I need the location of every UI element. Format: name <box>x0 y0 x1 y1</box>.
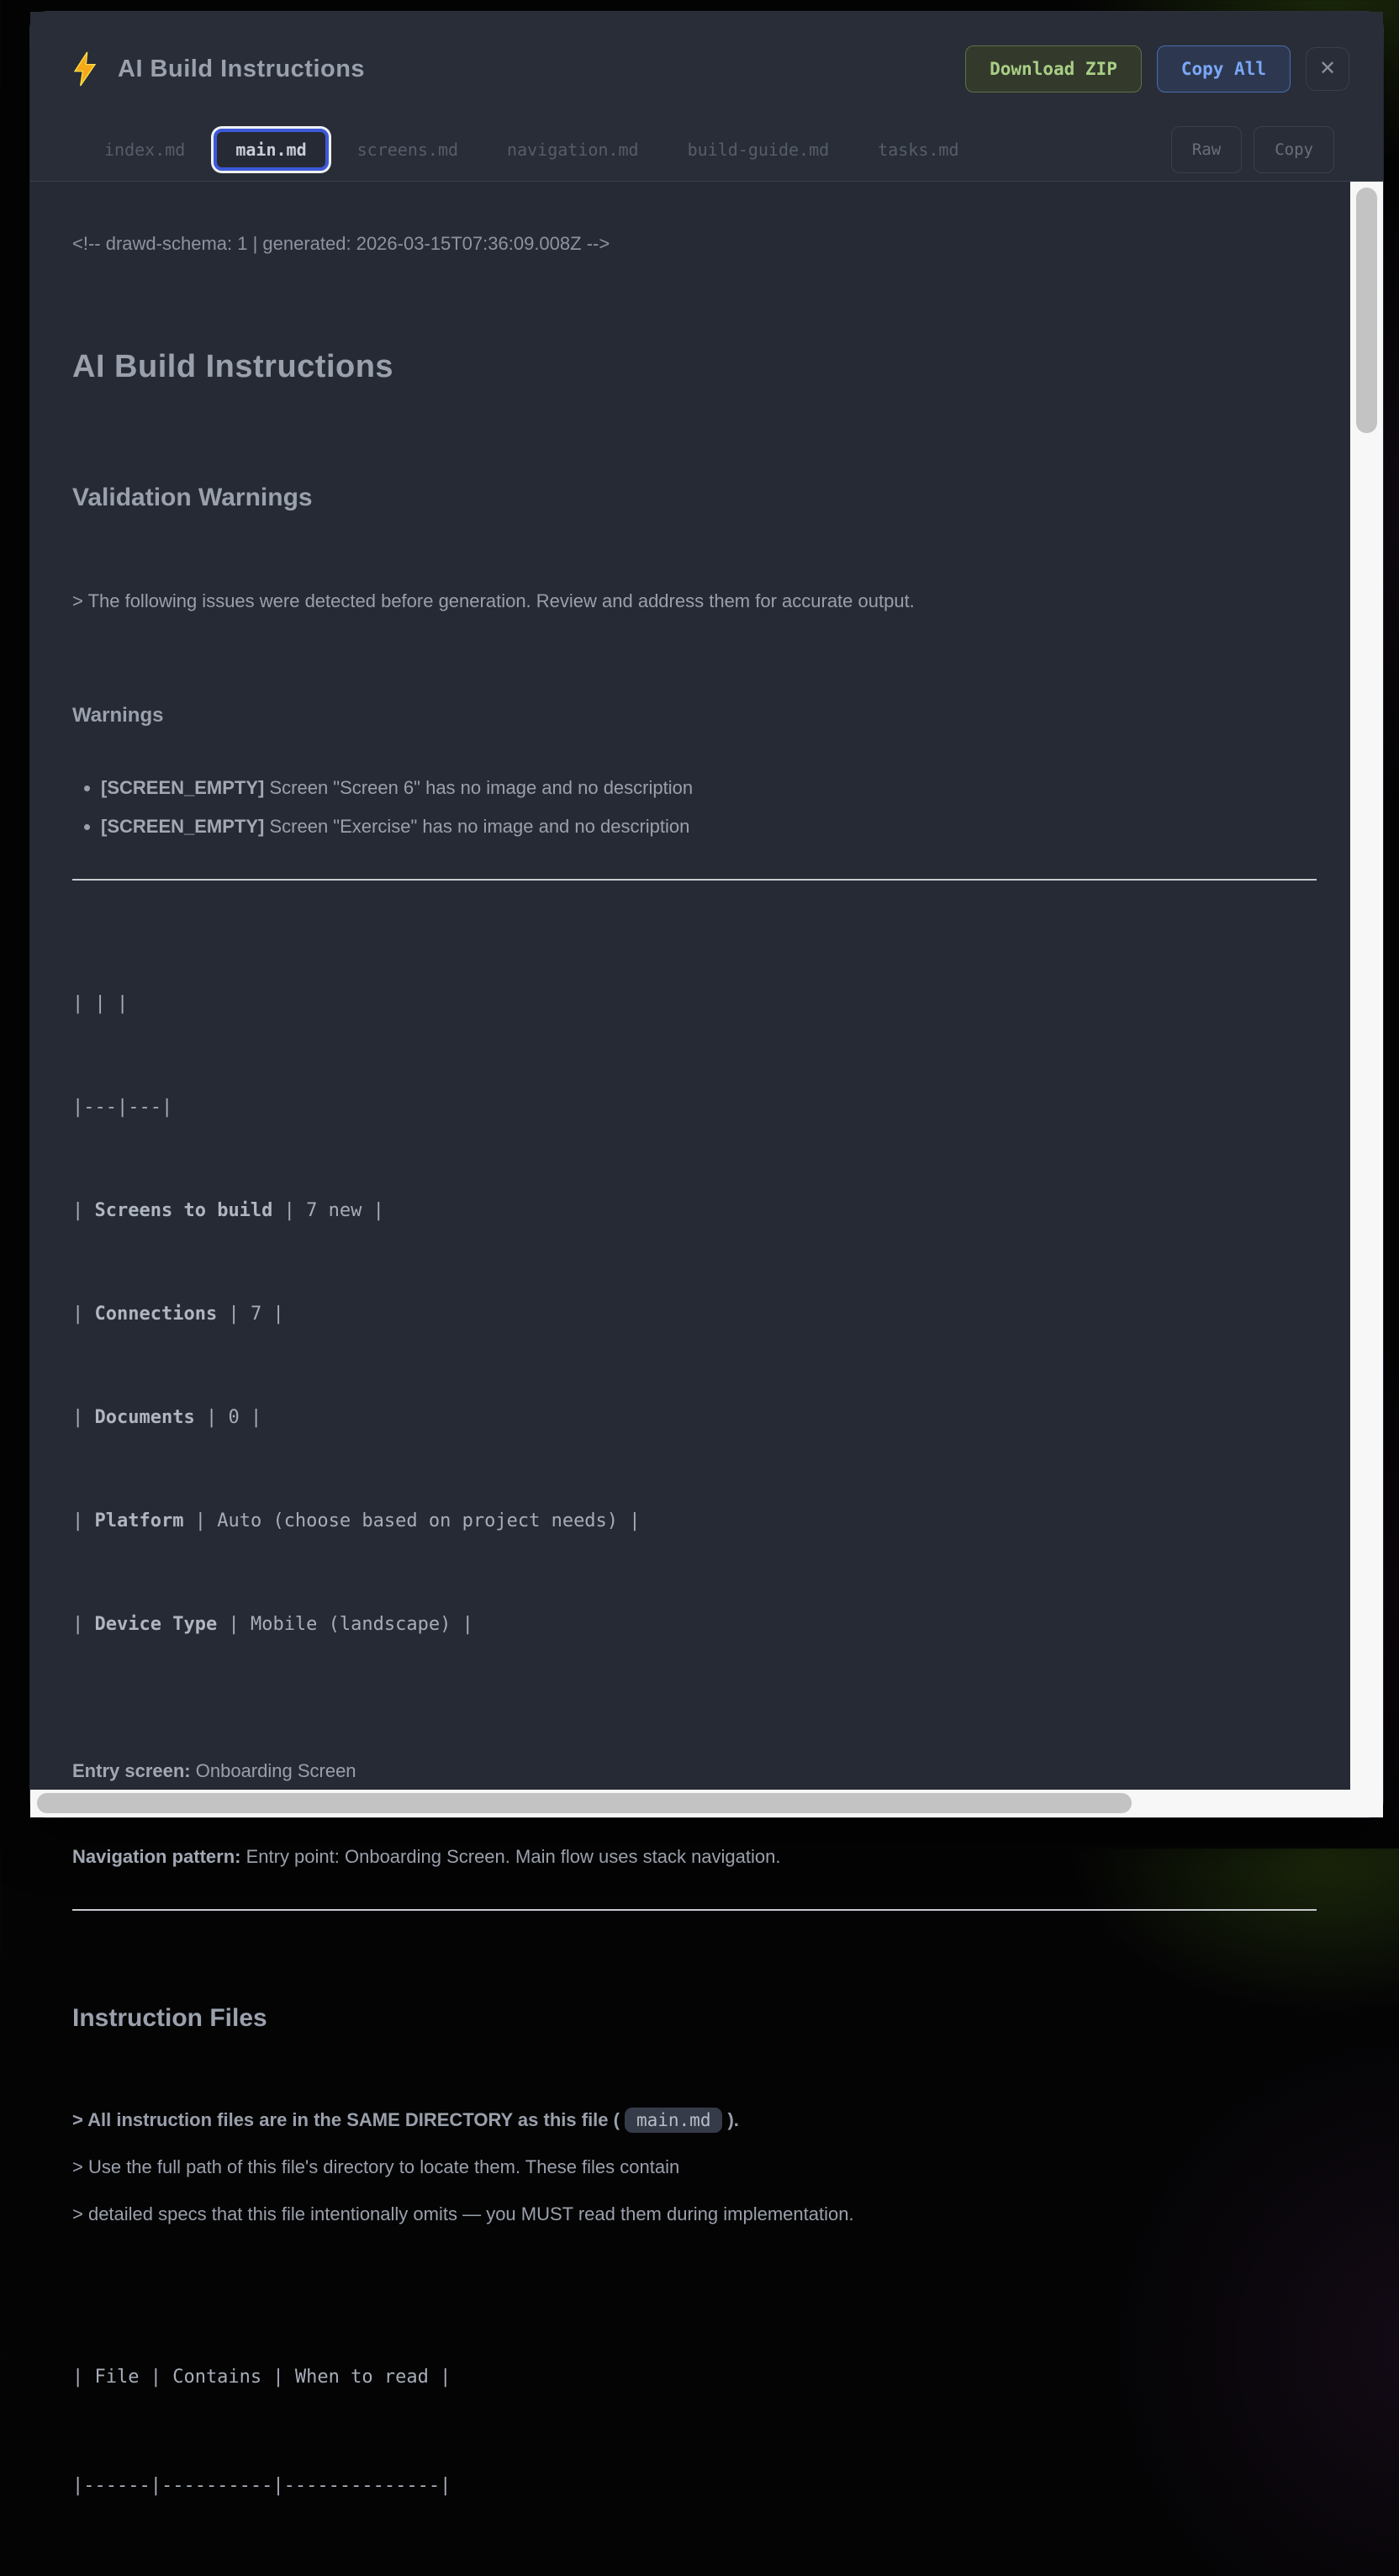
row-value: 7 <box>250 1303 262 1325</box>
list-item <box>101 775 1317 801</box>
copy-all-button[interactable]: Copy All <box>1157 45 1291 93</box>
tab-screens-md[interactable]: screens.md <box>337 129 478 171</box>
table-row: |------|----------|--------------| <box>72 2474 451 2496</box>
instruction-files-quote-3: > detailed specs that this file intentionally omits — you MUST read them during implementation. <box>72 2203 854 2225</box>
instruction-files-quote-2: > Use the full path of this file's directory to locate them. These files contain <box>72 2156 680 2178</box>
validation-warnings-heading: Validation Warnings <box>72 483 313 511</box>
vertical-scrollbar-track[interactable] <box>1350 182 1383 1790</box>
instruction-files-quote-1: > All instruction files are in the SAME DIRECTORY as this file ( main.md ). <box>72 2107 1317 2134</box>
schema-comment: <!-- drawd-schema: 1 | generated: 2026-03-15T07:36:09.008Z --> <box>72 233 610 254</box>
lightning-bolt-icon <box>71 52 99 86</box>
copy-button[interactable]: Copy <box>1254 126 1334 173</box>
tab-tasks-md[interactable]: tasks.md <box>858 129 979 171</box>
modal-title: AI Build Instructions <box>118 55 366 82</box>
row-value: 0 <box>228 1406 240 1428</box>
navigation-pattern-value: Entry point: Onboarding Screen. Main flow uses stack navigation. <box>245 1845 781 1867</box>
table-row: | Connections | 7 | <box>72 1303 284 1325</box>
warning-text: Screen "Screen 6" has no image and no description <box>269 777 694 799</box>
validation-blockquote: > The following issues were detected before generation. Review and address them for accurate output. <box>72 590 915 612</box>
table-row: | | | <box>72 992 129 1014</box>
tab-navigation-md[interactable]: navigation.md <box>487 129 659 171</box>
download-zip-button[interactable]: Download ZIP <box>965 45 1142 93</box>
warnings-list <box>72 775 1317 840</box>
entry-screen-line <box>72 1758 1317 1785</box>
navigation-pattern-label: Navigation pattern: <box>72 1845 241 1867</box>
row-label: Documents <box>94 1406 195 1428</box>
row-value: Auto (choose based on project needs) <box>217 1510 619 1531</box>
doc-title: AI Build Instructions <box>72 348 394 384</box>
entry-screen-value: Onboarding Screen <box>195 1759 356 1781</box>
inline-code-main-md: main.md <box>625 2108 723 2133</box>
table-row: |---|---| <box>72 1096 173 1118</box>
warnings-heading: Warnings <box>72 704 164 727</box>
file-tab-bar <box>30 118 1383 182</box>
files-table <box>72 2287 1317 2576</box>
tab-actions <box>1171 126 1334 173</box>
tab-index-md[interactable]: index.md <box>84 129 205 171</box>
table-row: | Screens to build | 7 new | <box>72 1199 384 1221</box>
row-value: Mobile (landscape) <box>250 1613 451 1635</box>
row-label: Platform <box>94 1510 184 1531</box>
markdown-content <box>30 182 1350 2496</box>
vertical-scrollbar-thumb[interactable] <box>1356 188 1377 433</box>
horizontal-rule <box>72 1909 1317 1911</box>
warning-text: Screen "Exercise" has no image and no description <box>269 816 690 838</box>
horizontal-scrollbar-thumb[interactable] <box>37 1793 1132 1813</box>
tab-main-md[interactable]: main.md <box>214 129 328 171</box>
header-actions <box>965 45 1349 93</box>
summary-table <box>72 918 1317 1711</box>
row-value: 7 new <box>306 1199 362 1221</box>
navigation-pattern-line <box>72 1843 1317 1870</box>
warning-code: [SCREEN_EMPTY] <box>101 777 265 799</box>
table-row: | Documents | 0 | <box>72 1406 262 1428</box>
warning-code: [SCREEN_EMPTY] <box>101 816 265 838</box>
horizontal-scrollbar-track[interactable] <box>30 1790 1383 1817</box>
list-item <box>101 813 1317 840</box>
row-label: Screens to build <box>94 1199 273 1221</box>
modal-header <box>30 12 1383 118</box>
content-wrap <box>30 182 1383 2496</box>
table-row: | File | Contains | When to read | <box>72 2366 451 2388</box>
table-row: | Platform | Auto (choose based on project needs) | <box>72 1510 641 1531</box>
tab-build-guide-md[interactable]: build-guide.md <box>668 129 850 171</box>
instruction-files-heading: Instruction Files <box>72 2003 267 2032</box>
row-label: Device Type <box>94 1613 218 1635</box>
table-row: | Device Type | Mobile (landscape) | <box>72 1613 473 1635</box>
raw-button[interactable]: Raw <box>1171 126 1242 173</box>
ai-build-instructions-modal <box>30 12 1383 2496</box>
horizontal-rule <box>72 879 1317 881</box>
row-label: Connections <box>94 1303 218 1325</box>
entry-screen-label: Entry screen: <box>72 1759 191 1781</box>
close-icon[interactable]: ✕ <box>1306 47 1349 91</box>
